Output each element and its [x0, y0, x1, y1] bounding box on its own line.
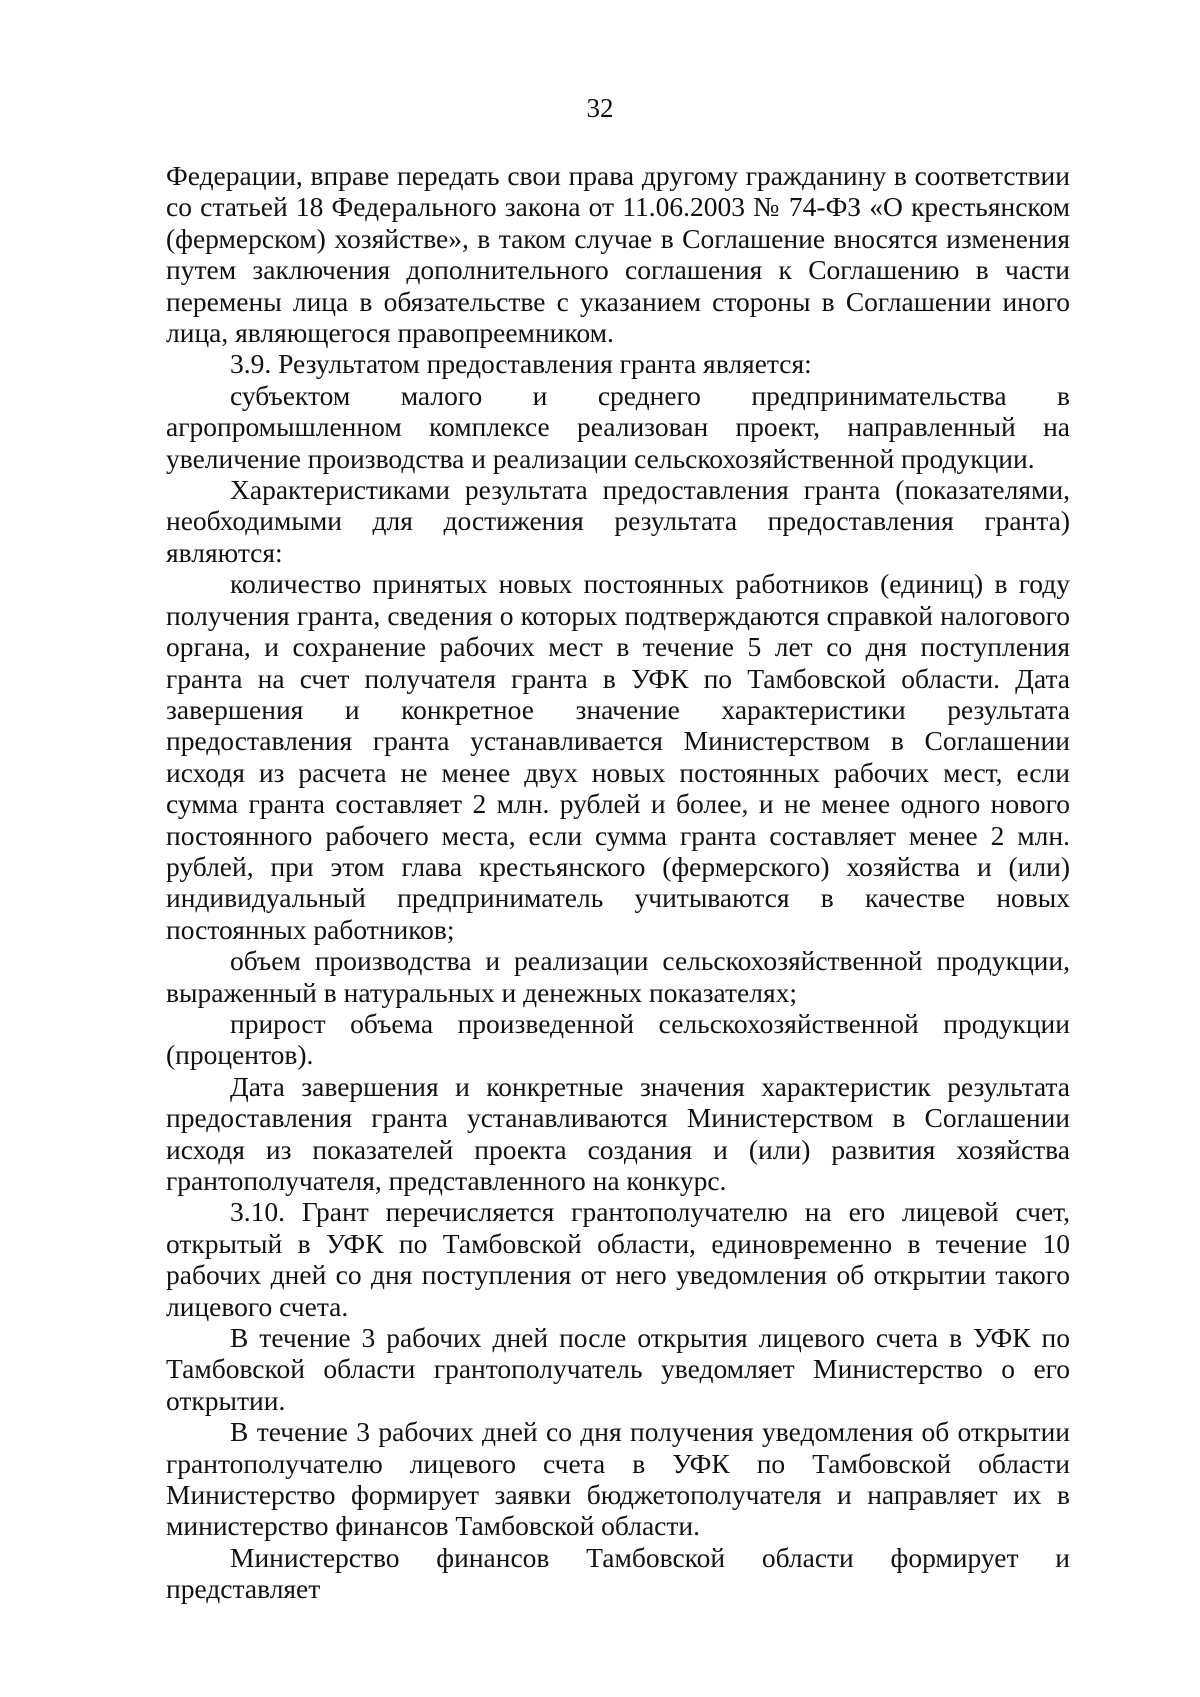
paragraph-12: Министерство финансов Тамбовской области формирует и представляет — [166, 1541, 1070, 1605]
page-number: 32 — [586, 93, 614, 123]
paragraph-5: количество принятых новых постоянных работников (единиц) в году получения гранта, сведения о которых подтверждаются справкой налогового органа, и сохранение рабочих мест в течение 5 лет со дня поступления гранта на счет получателя гранта в УФК по Тамбовской области. Дата завершения и конкретное значение характеристики результата предоставления гранта устанавливается Министерством в Соглашении исходя из расчета не менее двух новых постоянных рабочих мест, если сумма гранта составляет 2 млн. рублей и более, и не менее одного нового постоянного рабочего места, если сумма гранта составляет менее 2 млн. рублей, при этом глава крестьянского (фермерского) хозяйства и (или) индивидуальный предприниматель учитываются в качестве новых постоянных работников; — [166, 568, 1070, 945]
paragraph-9: 3.10. Грант перечисляется грантополучателю на его лицевой счет, открытый в УФК по Тамбовской области, единовременно в течение 10 рабочих дней со дня поступления от него уведомления об открытии такого лицевого счета. — [166, 1196, 1070, 1322]
paragraph-11: В течение 3 рабочих дней со дня получения уведомления об открытии грантополучателю лицевого счета в УФК по Тамбовской области Министерство формирует заявки бюджетополучателя и направляет их в министерство финансов Тамбовской области. — [166, 1416, 1070, 1542]
paragraph-10: В течение 3 рабочих дней после открытия лицевого счета в УФК по Тамбовской области грантополучатель уведомляет Министерство о его открытии. — [166, 1322, 1070, 1416]
paragraph-4: Характеристиками результата предоставления гранта (показателями, необходимыми для достижения результата предоставления гранта) являются: — [166, 474, 1070, 568]
paragraph-6: объем производства и реализации сельскохозяйственной продукции, выраженный в натуральных и денежных показателях; — [166, 945, 1070, 1008]
paragraph-8: Дата завершения и конкретные значения характеристик результата предоставления гранта устанавливаются Министерством в Соглашении исходя из показателей проекта создания и (или) развития хозяйства грантополучателя, представленного на конкурс. — [166, 1070, 1070, 1196]
paragraph-2: 3.9. Результатом предоставления гранта является: — [230, 348, 812, 380]
paragraph-1: Федерации, вправе передать свои права другому гражданину в соответствии со статьей 18 Федерального закона от 11.06.2003 № 74-ФЗ «О крестьянском (фермерском) хозяйстве», в таком случае в Соглашение вносятся изменения путем заключения дополнительного соглашения к Соглашению в части перемены лица в обязательстве с указанием стороны в Соглашении иного лица, являющегося правопреемником. — [166, 160, 1070, 349]
paragraph-3: субъектом малого и среднего предпринимательства в агропромышленном комплексе реализован проект, направленный на увеличение производства и реализации сельскохозяйственной продукции. — [166, 379, 1070, 474]
paragraph-7: прирост объема произведенной сельскохозяйственной продукции (процентов). — [166, 1007, 1070, 1071]
document-body — [166, 160, 1070, 1605]
